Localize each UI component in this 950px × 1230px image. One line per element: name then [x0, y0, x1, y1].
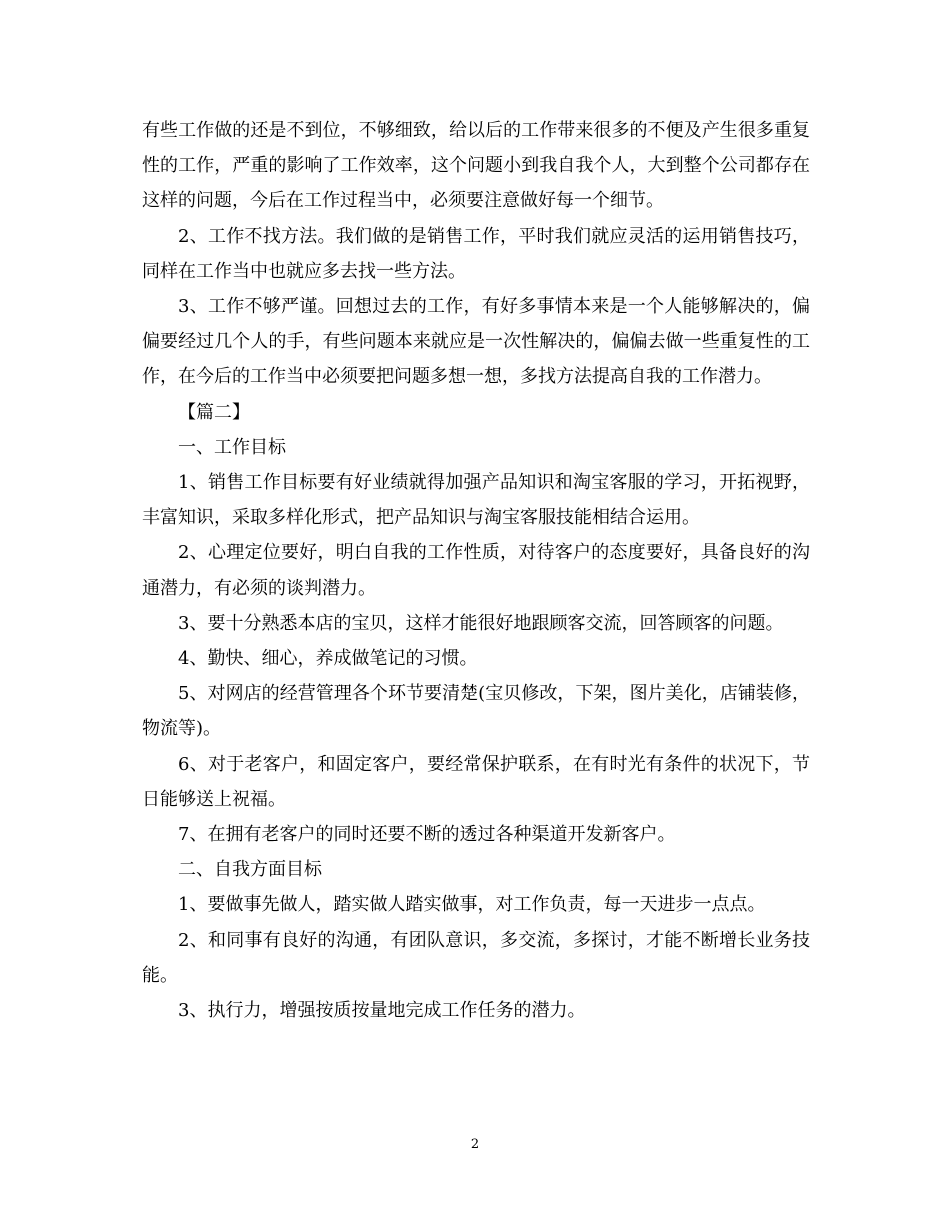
paragraph-self-goal-1: 1、要做事先做人，踏实做人踏实做事，对工作负责，每一天进步一点点。: [178, 894, 766, 916]
paragraph-goal-5: 5、对网店的经营管理各个环节要清楚(宝贝修改，下架，图片美化，店铺装修，物流等)。: [142, 683, 810, 740]
heading-self-goals: 二、自我方面目标: [178, 859, 322, 881]
paragraph-continuation: 有些工作做的还是不到位，不够细致，给以后的工作带来很多的不便及产生很多重复性的工作，严重的影响了工作效率，这个问题小到我自我个人，大到整个公司都存在这样的问题，今后在工作过程当中，必须要注意做好每一个细节。: [142, 120, 810, 212]
document-body: [142, 113, 810, 1028]
paragraph-item-2-method: 2、工作不找方法。我们做的是销售工作，平时我们就应灵活的运用销售技巧，同样在工作当中也就应多去找一些方法。: [142, 225, 810, 282]
paragraph-goal-2: 2、心理定位要好，明白自我的工作性质，对待客户的态度要好，具备良好的沟通潜力，有必须的谈判潜力。: [142, 542, 810, 599]
paragraph-goal-3: 3、要十分熟悉本店的宝贝，这样才能很好地跟顾客交流，回答顾客的问题。: [178, 612, 784, 634]
heading-work-goals: 一、工作目标: [178, 436, 286, 458]
paragraph-goal-4: 4、勤快、细心，养成做笔记的习惯。: [178, 648, 478, 670]
section-heading-part-two: 【篇二】: [178, 401, 250, 423]
paragraph-goal-7: 7、在拥有老客户的同时还要不断的透过各种渠道开发新客户。: [178, 824, 676, 846]
paragraph-self-goal-2: 2、和同事有良好的沟通，有团队意识，多交流，多探讨，才能不断增长业务技能。: [142, 929, 810, 986]
paragraph-self-goal-3: 3、执行力，增强按质按量地完成工作任务的潜力。: [178, 1000, 586, 1022]
paragraph-goal-1: 1、销售工作目标要有好业绩就得加强产品知识和淘宝客服的学习，开拓视野，丰富知识，采取多样化形式，把产品知识与淘宝客服技能相结合运用。: [142, 472, 810, 529]
page-number: 2: [470, 1137, 480, 1152]
paragraph-item-3-rigor: 3、工作不够严谨。回想过去的工作，有好多事情本来是一个人能够解决的，偏偏要经过几个人的手，有些问题本来就应是一次性解决的，偏偏去做一些重复性的工作，在今后的工作当中必须要把问题多想一想，多找方法提高自我的工作潜力。: [142, 296, 810, 388]
paragraph-goal-6: 6、对于老客户，和固定客户，要经常保护联系，在有时光有条件的状况下，节日能够送上祝福。: [142, 753, 810, 810]
